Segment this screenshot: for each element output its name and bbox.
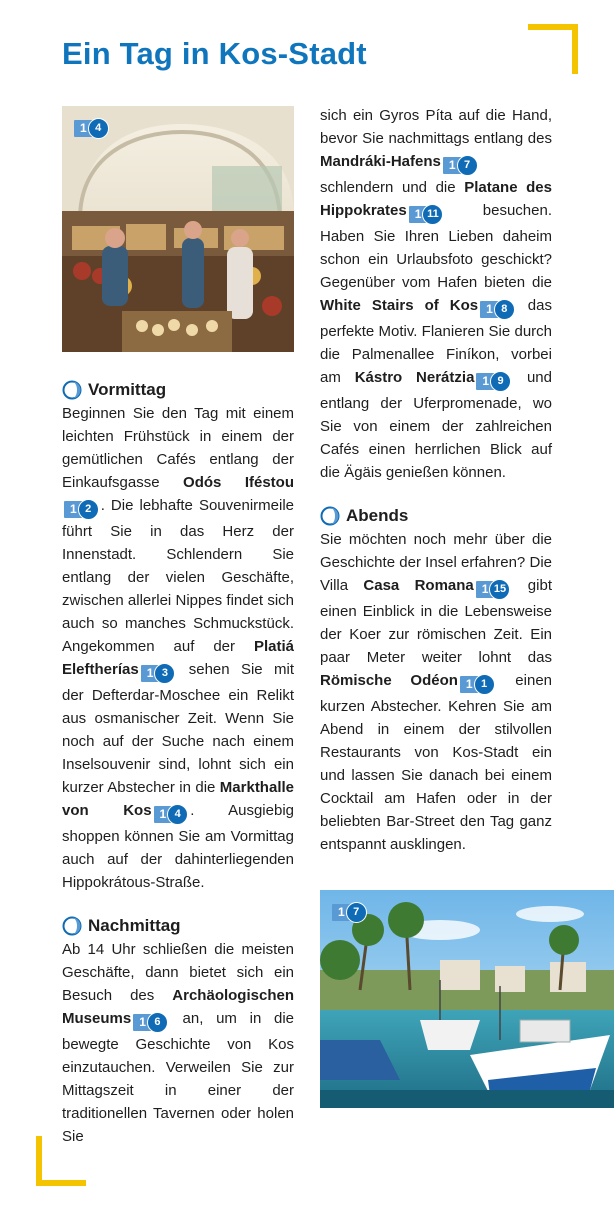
market-hall-photo [62, 106, 294, 352]
nachmittag-continuation-paragraph: sich ein Gyros Píta auf die Hand, bevor Sie nachmittags entlang des Mandráki-Hafens 1 7 schlendern und die Platane des Hippokrates 1 11 besuchen. Haben Sie Ihren Lieben daheim schon ein Urlaubsfoto geschickt? Gegenüber vom Hafen bieten die White Stairs of Kos 1 8 das perfekte Motiv. Flanieren Sie durch die Palmenallee Finíkon, vorbei am Kástro Nerátzia 1 9 und entlang der Uferpromenade, wo Sie von einem der zahlreichen Cafés einen herrlichen Blick auf die Ägäis genießen können. [320, 107, 552, 481]
half-moon-icon [62, 380, 82, 400]
place-name: Kástro Nerátzia [354, 369, 475, 386]
place-name: Mandráki-Hafens [320, 153, 441, 170]
map-ref-badge[interactable]: 1 15 [476, 579, 511, 600]
place-name: Archäologischen Museums [62, 987, 294, 1027]
map-ref-badge[interactable]: 1 11 [409, 204, 444, 225]
half-moon-icon [62, 916, 82, 936]
map-ref-badge[interactable]: 1 2 [64, 499, 99, 520]
place-name: White Stairs of Kos [320, 297, 479, 314]
photo-map-ref-badge[interactable]: 1 7 [332, 902, 367, 923]
map-ref-badge[interactable]: 1 6 [133, 1012, 168, 1033]
map-ref-badge[interactable]: 1 4 [154, 804, 189, 825]
place-name: Platiá Eleftherías [62, 638, 294, 678]
section-heading-nachmittag: Nachmittag [62, 914, 294, 938]
section-heading-vormittag: Vormittag [62, 378, 294, 402]
place-name: Römische Odéon [320, 672, 458, 689]
photo-map-ref-badge[interactable]: 1 4 [74, 118, 109, 139]
place-name: Platane des Hippokrates [320, 179, 552, 219]
place-name: Markthalle von Kos [62, 779, 294, 819]
page-title: Ein Tag in Kos-Stadt [62, 36, 367, 71]
place-name: Odós Iféstou [183, 474, 294, 491]
map-ref-badge[interactable]: 1 3 [141, 663, 176, 684]
map-ref-badge[interactable]: 1 1 [460, 674, 495, 695]
section-heading-abends: Abends [320, 504, 552, 528]
place-name: Casa Romana [363, 577, 474, 594]
market-hall-image [62, 106, 294, 352]
nachmittag-paragraph: Ab 14 Uhr schließen die meisten Geschäfte, dann bietet sich ein Besuch des Archäologischen Museums 1 6 an, um in die bewegte Geschichte von Kos einzutauchen. Verweilen Sie zur Mittagszeit in einer der traditionellen Tavernen oder holen Sie [62, 941, 294, 1145]
right-column [320, 104, 552, 856]
abends-paragraph: Sie möchten noch mehr über die Geschichte der Insel erfahren? Die Villa Casa Romana 1 15 gibt einen Einblick in die Lebensweise der Koer zur römischen Zeit. Ein paar Meter weiter lohnt das Römische Odéon 1 1 einen kurzen Abstecher. Kehren Sie am Abend in einem der stilvollen Restaurants von Kos-Stadt ein und lassen Sie danach bei einem Cocktail am Hafen oder in der beliebten Bar-Street den Tag ganz entspannt ausklingen. [320, 531, 553, 853]
harbor-boats-photo [320, 890, 614, 1108]
map-ref-badge[interactable]: 1 7 [443, 155, 478, 176]
map-ref-badge[interactable]: 1 8 [480, 299, 515, 320]
left-column [62, 378, 294, 1148]
corner-decoration-top-right [528, 24, 578, 74]
map-ref-badge[interactable]: 1 9 [476, 371, 511, 392]
half-moon-icon [320, 506, 340, 526]
vormittag-paragraph: Beginnen Sie den Tag mit einem leichten Frühstück in einem der gemütlichen Cafés entlang der Einkaufsgasse Odós Iféstou 1 2 . Die lebhafte Souvenirmeile führt Sie in das Herz der Innenstadt. Schlendern Sie entlang der vielen Geschäfte, zwischen allerlei Nippes findet sich auch so manches Schmuckstück. Angekommen auf der Platiá Eleftherías 1 3 sehen Sie mit der Defterdar-Moschee ein Relikt aus osmanischer Zeit. Wenn Sie noch auf der Suche nach einem Inselsouvenir sind, lohnt sich ein kurzer Abstecher in die Markthalle von Kos 1 4 . Ausgiebig shoppen können Sie am Vormittag auch auf der dahinterliegenden Hippokrátous-Straße. [62, 405, 294, 891]
